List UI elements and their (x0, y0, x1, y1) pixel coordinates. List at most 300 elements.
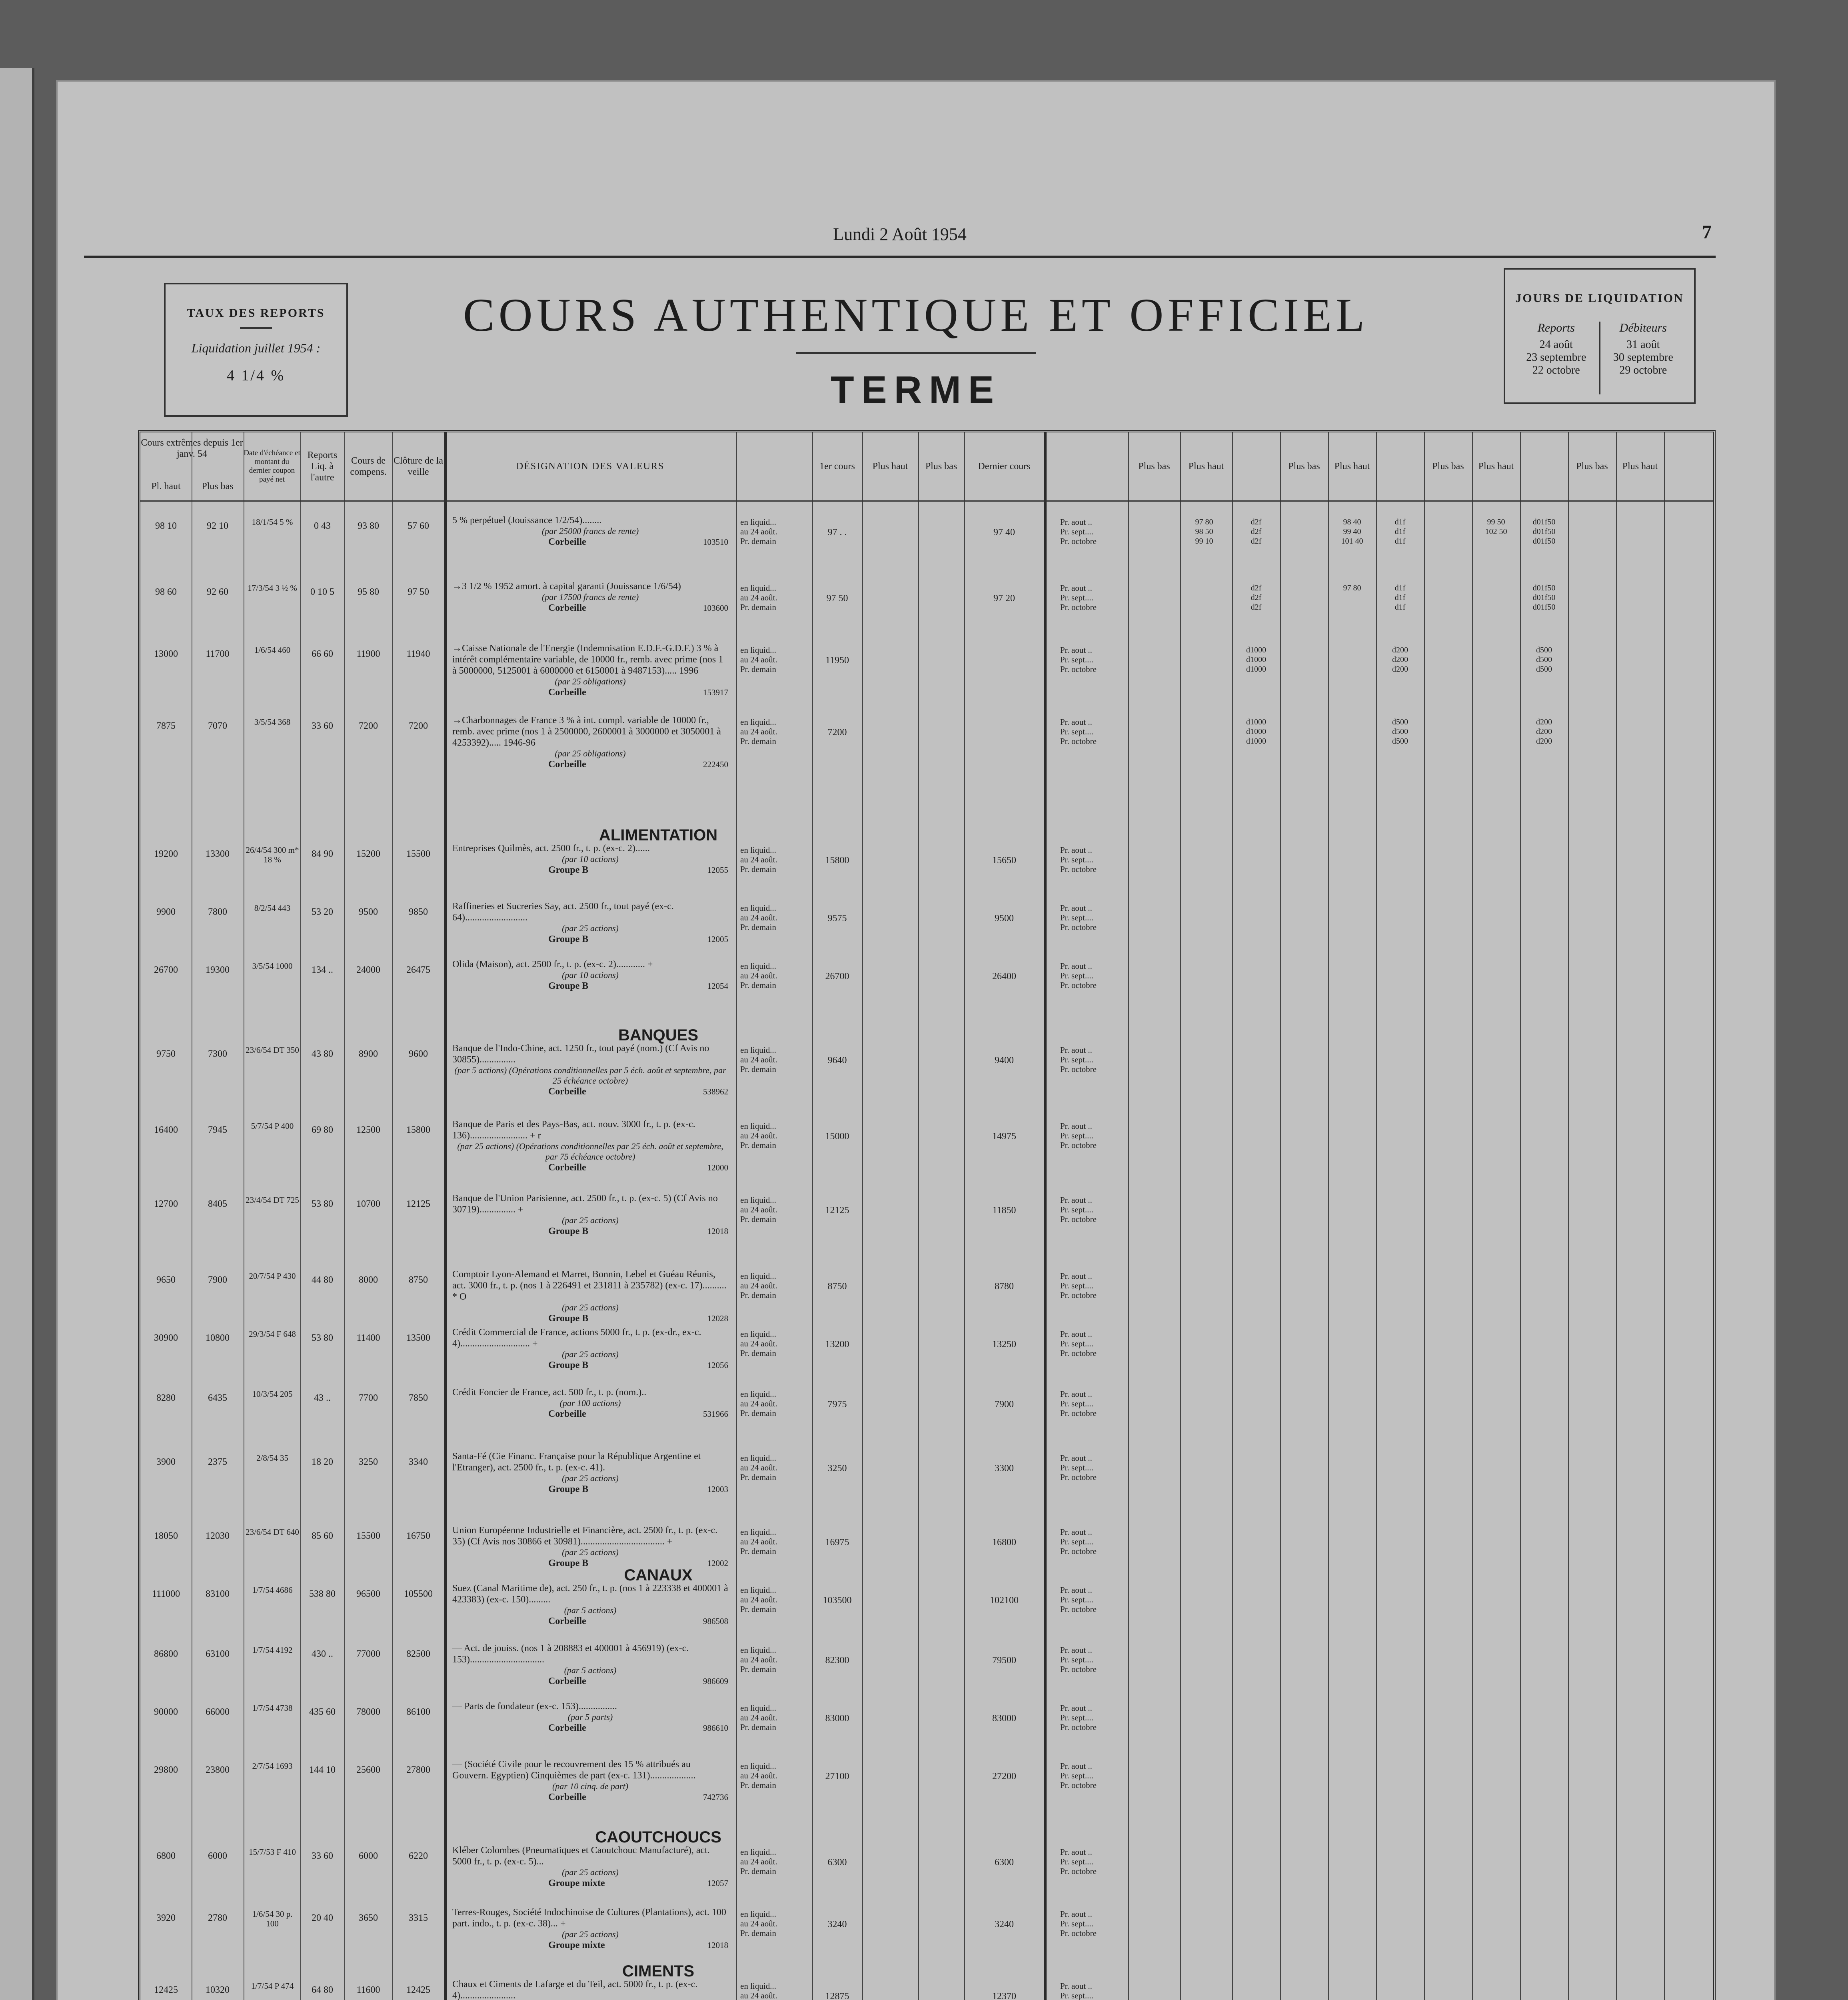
liquidation-labels (740, 1453, 812, 1482)
first-price: 8750 (827, 1281, 847, 1292)
security-code: 153917 (703, 688, 728, 697)
month-label: Pr. octobre (1060, 1604, 1097, 1614)
designation (452, 1845, 728, 1889)
security-lot: (par 25 actions) (562, 1867, 619, 1877)
coupon: 5/7/54 P 400 (251, 1121, 294, 1131)
liquidation-label: Pr. demain (740, 602, 776, 612)
liquidation-label: au 24 août. (740, 1205, 777, 1214)
compens: 96500 (356, 1589, 380, 1599)
reports-box-rule (240, 327, 272, 329)
liquidation-reports-column (1513, 322, 1600, 394)
section-heading: CANAUX (624, 1566, 693, 1584)
security-name: →Caisse Nationale de l'Energie (Indemnisation E.D.F.-G.D.F.) 3 % à intérêt complémentaire variable, de 10000 fr., remb. avec prime (nos 1 à 5000000, 5125001 à 6000000 et 6150001 à 9487153)..... 1996 (452, 643, 723, 676)
forward-prices: 97 80 98 50 99 10 (1195, 518, 1213, 546)
table-row (140, 1643, 1713, 1704)
security-name: Crédit Commercial de France, actions 5000 fr., t. p. (ex-dr., ex-c. 4)............................. + (452, 1327, 701, 1349)
table-row (140, 643, 1713, 704)
month-label: Pr. octobre (1060, 1722, 1097, 1732)
security-lot: (par 5 actions) (Opérations conditionnelles par 5 éch. août et septembre, par 25 échéance octobre) (454, 1065, 726, 1086)
compens: 8000 (359, 1275, 378, 1285)
month-labels (1060, 1121, 1128, 1150)
liquidation-label: au 24 août. (740, 1655, 777, 1664)
corbeille-line (452, 1086, 728, 1097)
header-plus-haut: Plus haut (872, 461, 908, 472)
liquidation-labels (740, 1585, 812, 1614)
coupon: 1/7/54 4738 (252, 1703, 293, 1713)
month-labels (1060, 1981, 1128, 2000)
market-group: Groupe B (548, 934, 589, 944)
month-label: Pr. sept.... (1060, 527, 1093, 536)
month-label: Pr. aout .. (1060, 1329, 1092, 1339)
cloture: 12125 (406, 1199, 430, 1209)
liquidation-label: en liquid... (740, 1195, 776, 1205)
month-labels (1060, 717, 1128, 746)
header-plus-bas-3: Plus bas (1138, 461, 1170, 472)
market-group: Groupe B (548, 1360, 589, 1370)
corbeille-line (452, 1408, 728, 1420)
cloture: 97 50 (408, 587, 429, 597)
reports-box-rate: 4 1/4 % (226, 367, 286, 384)
compens: 25600 (356, 1765, 380, 1775)
month-label: Pr. aout .. (1060, 1981, 1092, 1991)
month-label: Pr. octobre (1060, 602, 1097, 612)
reports: 435 60 (309, 1707, 336, 1717)
liquidation-label: au 24 août. (740, 1595, 777, 1604)
month-labels (1060, 1527, 1128, 1556)
pl-haut: 86800 (154, 1649, 178, 1659)
compens: 10700 (356, 1199, 380, 1209)
security-lot: (par 5 actions) (564, 1605, 617, 1615)
table-row (140, 715, 1713, 776)
month-labels (1060, 1329, 1128, 1358)
plus-bas: 83100 (206, 1589, 230, 1599)
reports: 0 43 (314, 521, 331, 531)
security-name: Banque de Paris et des Pays-Bas, act. nouv. 3000 fr., t. p. (ex-c. 136)........................ + r (452, 1119, 695, 1141)
pl-haut: 98 10 (155, 521, 177, 531)
section-heading: CIMENTS (622, 1962, 694, 1980)
month-label: Pr. sept.... (1060, 1713, 1093, 1722)
reports: 43 80 (312, 1049, 333, 1059)
market-group: Corbeille (548, 1409, 586, 1419)
month-label: Pr. sept.... (1060, 1399, 1093, 1408)
compens: 8900 (359, 1049, 378, 1059)
first-price: 12875 (825, 1991, 849, 2000)
designation (452, 715, 728, 770)
reports: 69 80 (312, 1125, 333, 1135)
section-heading: CAOUTCHOUCS (595, 1828, 721, 1846)
pl-haut: 9650 (156, 1275, 176, 1285)
compens: 24000 (356, 965, 380, 975)
liquidation-labels (740, 1121, 812, 1150)
month-label: Pr. aout .. (1060, 583, 1092, 593)
table-row (140, 1845, 1713, 1906)
liquidation-label: au 24 août. (740, 913, 777, 922)
coupon: 18/1/54 5 % (252, 517, 293, 527)
first-price: 12125 (825, 1205, 849, 1216)
liquidation-days-box (1504, 268, 1696, 404)
table-row (140, 1119, 1713, 1180)
security-lot: (par 25 obligations) (555, 748, 626, 758)
cloture: 8750 (409, 1275, 428, 1285)
security-code: 531966 (703, 1409, 728, 1419)
security-code: 12000 (707, 1163, 728, 1172)
corbeille-line (452, 1722, 728, 1734)
forward-prices: d01f50 d01f50 d01f50 (1532, 584, 1556, 612)
liquidation-label: au 24 août. (740, 727, 777, 736)
header-pl-haut: Pl. haut (151, 481, 181, 492)
liquidation-debtors-column (1600, 322, 1686, 394)
last-price: 9400 (995, 1055, 1014, 1066)
month-label: Pr. octobre (1060, 1780, 1097, 1790)
month-labels (1060, 1909, 1128, 1938)
compens: 11400 (356, 1333, 380, 1343)
pl-haut: 9900 (156, 907, 176, 917)
first-price: 7975 (827, 1399, 847, 1410)
pl-haut: 12425 (154, 1985, 178, 1995)
pl-haut: 3900 (156, 1457, 176, 1467)
plus-bas: 11700 (206, 649, 230, 659)
month-labels (1060, 903, 1128, 932)
market-group: Groupe mixte (548, 1940, 605, 1950)
first-price: 82300 (825, 1655, 849, 1666)
table-row (140, 901, 1713, 962)
market-group: Corbeille (548, 1723, 586, 1733)
header-extremes: Cours extrêmes depuis 1er janv. 54 (141, 438, 243, 459)
month-label: Pr. octobre (1060, 1214, 1097, 1224)
market-group: Groupe B (548, 1484, 589, 1494)
forward-prices: d2f d2f d2f (1251, 584, 1262, 612)
security-code: 12018 (707, 1226, 728, 1236)
first-price: 6300 (827, 1857, 847, 1868)
security-code: 12003 (707, 1484, 728, 1494)
header-dernier-cours: Dernier cours (978, 461, 1031, 472)
compens: 6000 (359, 1851, 378, 1861)
month-label: Pr. aout .. (1060, 1527, 1092, 1537)
security-lot: (par 17500 francs de rente) (541, 592, 639, 602)
plus-bas: 2780 (208, 1913, 227, 1923)
last-price: 15650 (992, 855, 1016, 866)
liquidation-label: au 24 août. (740, 1537, 777, 1546)
table-row (140, 581, 1713, 642)
security-name: Kléber Colombes (Pneumatiques et Caoutchouc Manufacturé), act. 5000 fr., t. p. (ex-c. 5)... (452, 1845, 710, 1867)
header-plus-haut-6: Plus haut (1622, 461, 1658, 472)
month-label: Pr. octobre (1060, 1472, 1097, 1482)
month-label: Pr. sept.... (1060, 855, 1093, 864)
plus-bas: 2375 (208, 1457, 227, 1467)
month-label: Pr. octobre (1060, 1664, 1097, 1674)
month-labels (1060, 1045, 1128, 1074)
liquidation-date: 30 septembre (1613, 351, 1673, 364)
liquidation-label: Pr. demain (740, 1472, 776, 1482)
cloture: 3340 (409, 1457, 428, 1467)
pl-haut: 9750 (156, 1049, 176, 1059)
compens: 9500 (359, 907, 378, 917)
month-label: Pr. aout .. (1060, 1847, 1092, 1857)
liquidation-labels (740, 1909, 812, 1938)
cloture: 26475 (406, 965, 430, 975)
coupon: 26/4/54 300 m* 18 % (246, 845, 299, 864)
header-plus-haut-5: Plus haut (1478, 461, 1514, 472)
pl-haut: 6800 (156, 1851, 176, 1861)
forward-prices: d1000 d1000 d1000 (1246, 718, 1266, 746)
corbeille-line (452, 536, 728, 548)
liquidation-label: Pr. demain (740, 1348, 776, 1358)
compens: 15500 (356, 1531, 380, 1541)
liquidation-label: Pr. demain (740, 1928, 776, 1938)
market-group: Corbeille (548, 1162, 586, 1173)
security-code: 538962 (703, 1087, 728, 1096)
security-code: 12005 (707, 934, 728, 944)
table-row (140, 1525, 1713, 1586)
cloture: 15800 (406, 1125, 430, 1135)
security-name: Banque de l'Indo-Chine, act. 1250 fr., tout payé (nom.) (Cf Avis no 30855)............... (452, 1043, 709, 1065)
pl-haut: 7875 (156, 721, 176, 731)
reports: 33 60 (312, 1851, 333, 1861)
liquidation-label: en liquid... (740, 961, 776, 971)
cloture: 13500 (406, 1333, 430, 1343)
first-price: 11950 (825, 655, 849, 666)
liquidation-label: au 24 août. (740, 855, 777, 864)
liquidation-label: au 24 août. (740, 1713, 777, 1722)
market-group: Groupe B (548, 981, 589, 991)
section-heading: BANQUES (618, 1026, 699, 1044)
month-label: Pr. octobre (1060, 1866, 1097, 1876)
last-price: 7900 (995, 1399, 1014, 1410)
forward-prices: d200 d200 d200 (1536, 718, 1552, 746)
corbeille-line (452, 1792, 728, 1803)
security-name: Chaux et Ciments de Lafarge et du Teil, act. 5000 fr., t. p. (ex-c. 4)....................... (452, 1979, 698, 2000)
pl-haut: 13000 (154, 649, 178, 659)
month-label: Pr. octobre (1060, 1064, 1097, 1074)
market-group: Groupe mixte (548, 1878, 605, 1888)
designation (452, 643, 728, 698)
plus-bas: 63100 (206, 1649, 230, 1659)
sub-title: TERME (831, 368, 1001, 411)
month-label: Pr. aout .. (1060, 517, 1092, 527)
month-label: Pr. sept.... (1060, 913, 1093, 922)
table-row (140, 843, 1713, 904)
liquidation-debtors-head: Débiteurs (1619, 321, 1667, 334)
first-price: 13200 (825, 1339, 849, 1350)
liquidation-label: en liquid... (740, 1389, 776, 1399)
header-premier-cours: 1er cours (819, 461, 855, 472)
liquidation-label: Pr. demain (740, 922, 776, 932)
security-name: — Parts de fondateur (ex-c. 153)................ (452, 1701, 617, 1712)
plus-bas: 7300 (208, 1049, 227, 1059)
security-lot: (par 100 actions) (559, 1398, 621, 1408)
plus-bas: 6000 (208, 1851, 227, 1861)
security-name: — (Société Civile pour le recouvrement des 15 % attribués au Gouvern. Egyptien) Cinquièmes de part (ex-c. 131)................... (452, 1759, 696, 1781)
month-label: Pr. aout .. (1060, 645, 1092, 655)
liquidation-labels (740, 1981, 812, 2000)
market-group: Corbeille (548, 537, 586, 547)
security-code: 12002 (707, 1558, 728, 1568)
security-code: 12057 (707, 1878, 728, 1888)
designation (452, 1701, 728, 1734)
corbeille-line (452, 1558, 728, 1569)
reports: 538 80 (309, 1589, 336, 1599)
compens: 77000 (356, 1649, 380, 1659)
page-number: 7 (1702, 222, 1712, 243)
liquidation-labels (740, 961, 812, 990)
month-label: Pr. aout .. (1060, 1271, 1092, 1281)
designation (452, 1193, 728, 1237)
reports-rate-box (164, 283, 348, 417)
compens: 12500 (356, 1125, 380, 1135)
month-label: Pr. sept.... (1060, 1537, 1093, 1546)
liquidation-label: en liquid... (740, 1271, 776, 1281)
corbeille-line (452, 1676, 728, 1687)
cloture: 3315 (409, 1913, 428, 1923)
liquidation-label: au 24 août. (740, 1771, 777, 1780)
last-price: 9500 (995, 913, 1014, 924)
month-label: Pr. aout .. (1060, 1195, 1092, 1205)
cloture: 9850 (409, 907, 428, 917)
page-header (84, 222, 1716, 258)
month-label: Pr. aout .. (1060, 961, 1092, 971)
liquidation-label: au 24 août. (740, 1399, 777, 1408)
month-label: Pr. sept.... (1060, 1857, 1093, 1866)
forward-prices: d1f d1f d1f (1394, 518, 1406, 546)
first-price: 15800 (825, 855, 849, 866)
cloture: 9600 (409, 1049, 428, 1059)
coupon: 29/3/54 F 648 (249, 1329, 296, 1339)
liquidation-labels (740, 1045, 812, 1074)
liquidation-label: en liquid... (740, 903, 776, 913)
security-code: 986508 (703, 1616, 728, 1626)
last-price: 97 20 (993, 593, 1015, 604)
liquidation-label: Pr. demain (740, 1546, 776, 1556)
month-label: Pr. aout .. (1060, 1389, 1092, 1399)
header-plus-bas-2: Plus bas (925, 461, 957, 472)
plus-bas: 7945 (208, 1125, 227, 1135)
reports: 20 40 (312, 1913, 333, 1923)
liquidation-label: en liquid... (740, 1761, 776, 1771)
security-lot: (par 25 actions) (562, 1473, 619, 1483)
security-name: Banque de l'Union Parisienne, act. 2500 fr., t. p. (ex-c. 5) (Cf Avis no 30719)............... + (452, 1193, 718, 1215)
designation (452, 1327, 728, 1371)
liquidation-labels (740, 1847, 812, 1876)
first-price: 9640 (827, 1055, 847, 1066)
pl-haut: 18050 (154, 1531, 178, 1541)
compens: 15200 (356, 849, 380, 859)
security-code: 12054 (707, 981, 728, 991)
liquidation-labels (740, 1703, 812, 1732)
cloture: 57 60 (408, 521, 429, 531)
last-price: 79500 (992, 1655, 1016, 1666)
security-name: Terres-Rouges, Société Indochinoise de Cultures (Plantations), act. 100 part. indo., t. p. (ex-c. 38)... + (452, 1907, 726, 1929)
header-plus-bas-5: Plus bas (1432, 461, 1464, 472)
reports: 66 60 (312, 649, 333, 659)
first-price: 7200 (827, 727, 847, 738)
security-name: Entreprises Quilmès, act. 2500 fr., t. p. (ex-c. 2)...... (452, 843, 650, 854)
market-group: Corbeille (548, 1676, 586, 1686)
plus-bas: 10320 (206, 1985, 230, 1995)
month-label: Pr. sept.... (1060, 1055, 1093, 1064)
reports: 44 80 (312, 1275, 333, 1285)
liquidation-box-title: JOURS DE LIQUIDATION (1515, 292, 1684, 305)
designation (452, 1043, 728, 1097)
coupon: 1/6/54 460 (254, 645, 291, 655)
reports-box-subtitle: Liquidation juillet 1954 : (191, 341, 321, 355)
liquidation-label: Pr. demain (740, 1780, 776, 1790)
security-code: 12056 (707, 1360, 728, 1370)
quotation-table (138, 430, 1716, 2000)
coupon: 3/5/54 368 (254, 717, 291, 727)
designation (452, 1269, 728, 1324)
first-price: 3240 (827, 1919, 847, 1930)
liquidation-date: 24 août (1539, 338, 1573, 351)
designation (452, 1979, 728, 2000)
liquidation-label: au 24 août. (740, 655, 777, 664)
pl-haut: 12700 (154, 1199, 178, 1209)
table-row (140, 1193, 1713, 1254)
reports-box-title: TAUX DES REPORTS (187, 306, 325, 320)
month-label: Pr. sept.... (1060, 1655, 1093, 1664)
table-row (140, 1269, 1713, 1330)
month-labels (1060, 961, 1128, 990)
first-price: 9575 (827, 913, 847, 924)
designation (452, 1525, 728, 1569)
month-label: Pr. sept.... (1060, 1339, 1093, 1348)
month-labels (1060, 1847, 1128, 1876)
liquidation-label: au 24 août. (740, 1919, 777, 1928)
security-name: Union Européenne Industrielle et Financière, act. 2500 fr., t. p. (ex-c. 35) (Cf Avis nos 30866 et 30981)................................... + (452, 1525, 718, 1547)
liquidation-label: Pr. demain (740, 1604, 776, 1614)
liquidation-label: Pr. demain (740, 1664, 776, 1674)
security-lot: (par 5 parts) (567, 1712, 613, 1722)
reports: 0 10 5 (310, 587, 334, 597)
last-price: 83000 (992, 1713, 1016, 1724)
cloture: 7200 (409, 721, 428, 731)
reports: 85 60 (312, 1531, 333, 1541)
month-label: Pr. aout .. (1060, 1045, 1092, 1055)
designation (452, 1759, 728, 1803)
liquidation-label: Pr. demain (740, 1290, 776, 1300)
month-labels (1060, 845, 1128, 874)
month-labels (1060, 1703, 1128, 1732)
cloture: 16750 (406, 1531, 430, 1541)
coupon: 2/8/54 35 (256, 1453, 288, 1463)
month-labels (1060, 1453, 1128, 1482)
cloture: 86100 (406, 1707, 430, 1717)
forward-prices: d200 d200 d200 (1392, 646, 1408, 674)
designation (452, 1119, 728, 1173)
corbeille-line (452, 1616, 728, 1627)
month-labels (1060, 1585, 1128, 1614)
compens: 7200 (359, 721, 378, 731)
liquidation-label: en liquid... (740, 1527, 776, 1537)
plus-bas: 10800 (206, 1333, 230, 1343)
header-plus-bas-4: Plus bas (1288, 461, 1320, 472)
security-code: 103600 (703, 603, 728, 613)
liquidation-labels (740, 1389, 812, 1418)
coupon: 23/6/54 DT 640 (246, 1527, 299, 1537)
corbeille-line (452, 864, 728, 876)
liquidation-labels (740, 845, 812, 874)
security-name: Crédit Foncier de France, act. 500 fr., t. p. (nom.).. (452, 1387, 647, 1398)
liquidation-label: en liquid... (740, 583, 776, 593)
liquidation-labels (740, 1645, 812, 1674)
security-lot: (par 25 actions) (562, 1929, 619, 1939)
plus-bas: 13300 (206, 849, 230, 859)
liquidation-labels (740, 903, 812, 932)
pl-haut: 26700 (154, 965, 178, 975)
liquidation-label: au 24 août. (740, 1857, 777, 1866)
designation (452, 515, 728, 548)
pl-haut: 29800 (154, 1765, 178, 1775)
header-designation: DÉSIGNATION DES VALEURS (516, 461, 665, 472)
